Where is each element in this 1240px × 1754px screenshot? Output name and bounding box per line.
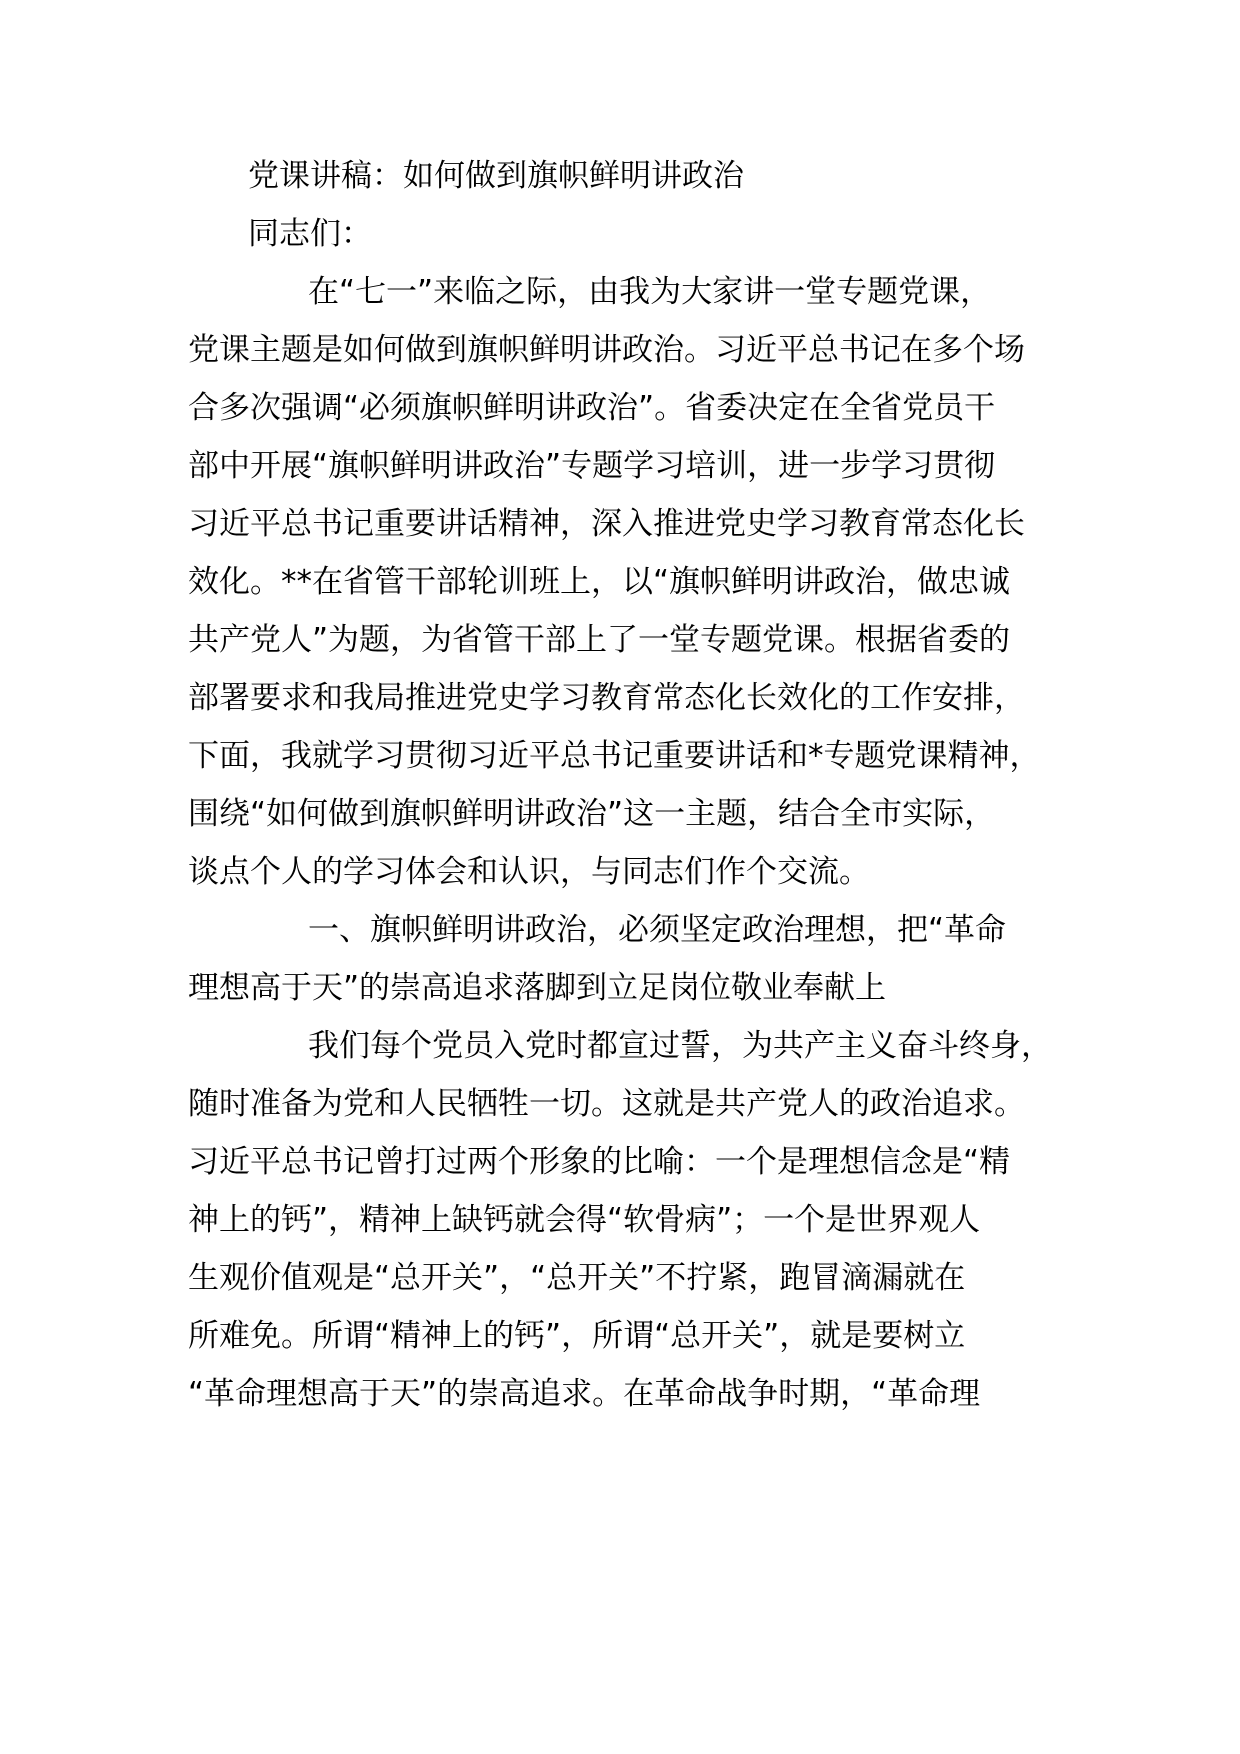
text-line: 习近平总书记曾打过两个形象的比喻：一个是理想信念是“精: [188, 1144, 1011, 1180]
text-line: “革命理想高于天”的崇高追求。在革命战争时期，“革命理: [188, 1376, 981, 1412]
document-title: 党课讲稿：如何做到旗帜鲜明讲政治: [248, 158, 744, 194]
text-line: 合多次强调“必须旗帜鲜明讲政治”。省委决定在全省党员干: [188, 390, 996, 426]
text-line: 所难免。所谓“精神上的钙”，所谓“总开关”，就是要树立: [188, 1318, 966, 1354]
text-line: 我们每个党员入党时都宣过誓，为共产主义奋斗终身，: [308, 1028, 1052, 1064]
section-heading: 一、旗帜鲜明讲政治，必须坚定政治理想，把“革命: [308, 912, 1007, 948]
text-line: 部署要求和我局推进党史学习教育常态化长效化的工作安排，: [188, 680, 1025, 716]
text-line: 生观价值观是“总开关”，“总开关”不拧紧，跑冒滴漏就在: [188, 1260, 966, 1296]
text-line: 效化。**在省管干部轮训班上，以“旗帜鲜明讲政治，做忠诚: [188, 564, 1011, 600]
text-line: 随时准备为党和人民牺牲一切。这就是共产党人的政治追求。: [188, 1086, 1025, 1122]
section-heading: 理想高于天”的崇高追求落脚到立足岗位敬业奉献上: [188, 970, 887, 1006]
text-line: 部中开展“旗帜鲜明讲政治”专题学习培训，进一步学习贯彻: [188, 448, 996, 484]
text-line: 围绕“如何做到旗帜鲜明讲政治”这一主题，结合全市实际，: [188, 796, 996, 832]
text-line: 党课主题是如何做到旗帜鲜明讲政治。习近平总书记在多个场: [188, 332, 1025, 368]
text-line: 下面，我就学习贯彻习近平总书记重要讲话和*专题党课精神，: [188, 738, 1041, 774]
text-line: 神上的钙”，精神上缺钙就会得“软骨病”；一个是世界观人: [188, 1202, 981, 1238]
text-line: 习近平总书记重要讲话精神，深入推进党史学习教育常态化长: [188, 506, 1025, 542]
salutation: 同志们：: [248, 216, 372, 252]
text-line: 在“七一”来临之际，由我为大家讲一堂专题党课，: [308, 274, 992, 310]
text-line: 共产党人”为题，为省管干部上了一堂专题党课。根据省委的: [188, 622, 1011, 658]
text-line: 谈点个人的学习体会和认识，与同志们作个交流。: [188, 854, 870, 890]
